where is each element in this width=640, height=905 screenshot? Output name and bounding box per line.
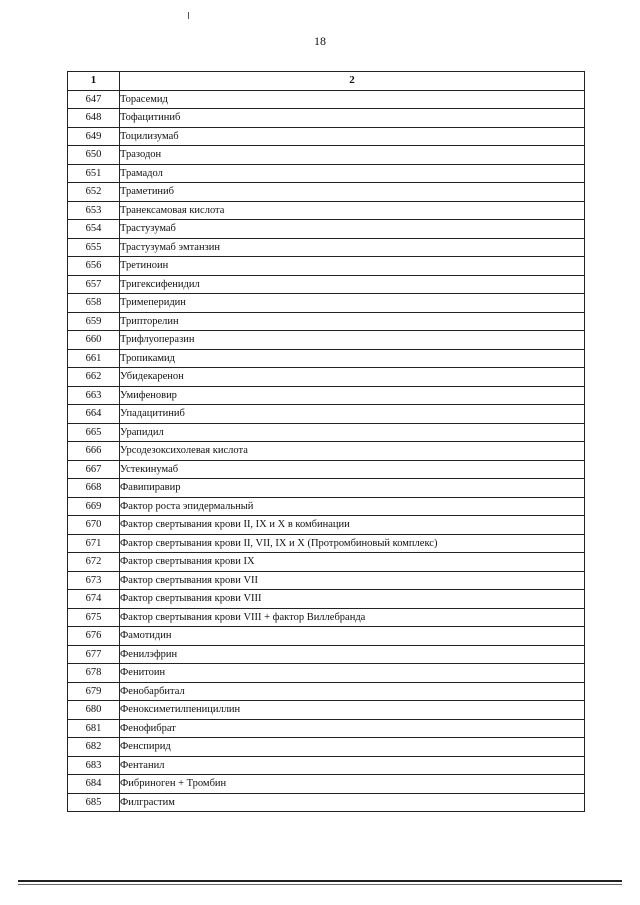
- drug-name: Фенитоин: [120, 664, 585, 683]
- table-row: [68, 738, 585, 757]
- drug-name: Тоцилизумаб: [120, 127, 585, 146]
- row-number: 647: [68, 90, 120, 109]
- drug-name: Умифеновир: [120, 386, 585, 405]
- drug-name: Трамадол: [120, 164, 585, 183]
- table-row: [68, 775, 585, 794]
- table-row: [68, 294, 585, 313]
- table-body: [68, 90, 585, 812]
- drug-name: Фенспирид: [120, 738, 585, 757]
- stray-mark: [188, 12, 189, 19]
- row-number: 673: [68, 571, 120, 590]
- table-row: [68, 756, 585, 775]
- row-number: 678: [68, 664, 120, 683]
- table-row: [68, 460, 585, 479]
- table-row: [68, 608, 585, 627]
- drug-name: Тразодон: [120, 146, 585, 165]
- row-number: 652: [68, 183, 120, 202]
- row-number: 654: [68, 220, 120, 239]
- drug-name: Фенилэфрин: [120, 645, 585, 664]
- row-number: 658: [68, 294, 120, 313]
- table-row: [68, 127, 585, 146]
- row-number: 684: [68, 775, 120, 794]
- row-number: 682: [68, 738, 120, 757]
- row-number: 665: [68, 423, 120, 442]
- row-number: 685: [68, 793, 120, 812]
- drug-name: Фавипиравир: [120, 479, 585, 498]
- row-number: 683: [68, 756, 120, 775]
- row-number: 677: [68, 645, 120, 664]
- table-row: [68, 275, 585, 294]
- drug-name: Траметиниб: [120, 183, 585, 202]
- row-number: 672: [68, 553, 120, 572]
- drug-name: Устекинумаб: [120, 460, 585, 479]
- row-number: 674: [68, 590, 120, 609]
- row-number: 655: [68, 238, 120, 257]
- drug-name: Третиноин: [120, 257, 585, 276]
- row-number: 669: [68, 497, 120, 516]
- bottom-rule: [18, 880, 622, 882]
- drug-name: Фактор свертывания крови VIII + фактор Виллебранда: [120, 608, 585, 627]
- table-row: [68, 497, 585, 516]
- drug-name: Торасемид: [120, 90, 585, 109]
- table-row: [68, 405, 585, 424]
- drug-name: Фактор роста эпидермальный: [120, 497, 585, 516]
- drug-name: Тропикамид: [120, 349, 585, 368]
- drug-name: Фактор свертывания крови VII: [120, 571, 585, 590]
- drug-name: Фентанил: [120, 756, 585, 775]
- drug-name: Тофацитиниб: [120, 109, 585, 128]
- table-row: [68, 553, 585, 572]
- table-row: [68, 183, 585, 202]
- drug-name: Транексамовая кислота: [120, 201, 585, 220]
- drug-name: Фибриноген + Тромбин: [120, 775, 585, 794]
- drug-name: Тригексифенидил: [120, 275, 585, 294]
- table-row: [68, 164, 585, 183]
- row-number: 648: [68, 109, 120, 128]
- row-number: 657: [68, 275, 120, 294]
- table-row: [68, 257, 585, 276]
- drug-name: Фамотидин: [120, 627, 585, 646]
- table-row: [68, 664, 585, 683]
- drug-name: Урапидил: [120, 423, 585, 442]
- drug-table: [67, 71, 585, 812]
- table-row: [68, 201, 585, 220]
- row-number: 660: [68, 331, 120, 350]
- drug-name: Фактор свертывания крови II, VII, IX и X (Протромбиновый комплекс): [120, 534, 585, 553]
- table-row: [68, 719, 585, 738]
- drug-name: Феноксиметилпенициллин: [120, 701, 585, 720]
- table-row: [68, 312, 585, 331]
- table-row: [68, 590, 585, 609]
- table-row: [68, 220, 585, 239]
- drug-name: Урсодезоксихолевая кислота: [120, 442, 585, 461]
- page-number: 18: [314, 34, 326, 48]
- row-number: 656: [68, 257, 120, 276]
- bottom-rule-thin: [18, 884, 622, 885]
- table-row: [68, 368, 585, 387]
- table-row: [68, 479, 585, 498]
- table-header-row: [68, 72, 585, 91]
- row-number: 664: [68, 405, 120, 424]
- drug-name: Тримеперидин: [120, 294, 585, 313]
- drug-name: Филграстим: [120, 793, 585, 812]
- table-row: [68, 146, 585, 165]
- row-number: 663: [68, 386, 120, 405]
- table-row: [68, 238, 585, 257]
- table-row: [68, 386, 585, 405]
- row-number: 668: [68, 479, 120, 498]
- drug-name: Фактор свертывания крови II, IX и X в комбинации: [120, 516, 585, 535]
- drug-name: Фактор свертывания крови VIII: [120, 590, 585, 609]
- table-row: [68, 571, 585, 590]
- table-row: [68, 109, 585, 128]
- table-row: [68, 645, 585, 664]
- row-number: 653: [68, 201, 120, 220]
- column-header-name: 2: [120, 72, 585, 91]
- drug-name: Фенофибрат: [120, 719, 585, 738]
- row-number: 676: [68, 627, 120, 646]
- drug-name: Фактор свертывания крови IX: [120, 553, 585, 572]
- table-row: [68, 349, 585, 368]
- drug-name: Трифлуоперазин: [120, 331, 585, 350]
- table-row: [68, 516, 585, 535]
- table-row: [68, 627, 585, 646]
- table-row: [68, 793, 585, 812]
- drug-name: Фенобарбитал: [120, 682, 585, 701]
- row-number: 651: [68, 164, 120, 183]
- row-number: 675: [68, 608, 120, 627]
- row-number: 661: [68, 349, 120, 368]
- table-row: [68, 423, 585, 442]
- row-number: 681: [68, 719, 120, 738]
- row-number: 662: [68, 368, 120, 387]
- row-number: 659: [68, 312, 120, 331]
- table-row: [68, 682, 585, 701]
- row-number: 670: [68, 516, 120, 535]
- drug-name: Упадацитиниб: [120, 405, 585, 424]
- drug-name: Трастузумаб эмтанзин: [120, 238, 585, 257]
- table-row: [68, 442, 585, 461]
- drug-name: Трипторелин: [120, 312, 585, 331]
- table-row: [68, 701, 585, 720]
- row-number: 650: [68, 146, 120, 165]
- row-number: 679: [68, 682, 120, 701]
- row-number: 680: [68, 701, 120, 720]
- row-number: 667: [68, 460, 120, 479]
- table-row: [68, 90, 585, 109]
- column-header-number: 1: [68, 72, 120, 91]
- row-number: 671: [68, 534, 120, 553]
- row-number: 649: [68, 127, 120, 146]
- row-number: 666: [68, 442, 120, 461]
- drug-name: Убидекаренон: [120, 368, 585, 387]
- table-row: [68, 534, 585, 553]
- table-row: [68, 331, 585, 350]
- drug-name: Трастузумаб: [120, 220, 585, 239]
